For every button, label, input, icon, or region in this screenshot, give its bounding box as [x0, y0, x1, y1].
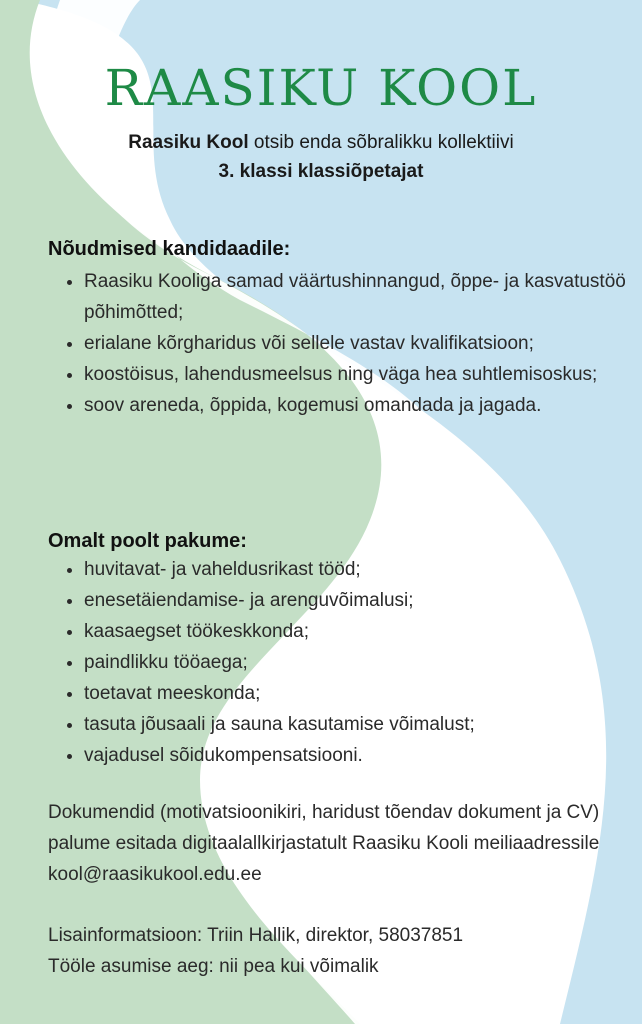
contact-info: Lisainformatsioon: Triin Hallik, direktor, 58037851: [48, 925, 464, 946]
requirements-heading: Nõudmised kandidaadile:: [48, 238, 291, 260]
list-item: • huvitavat- ja vaheldusrikast tööd;: [84, 554, 642, 585]
start-date-info: Tööle asumise aeg: nii pea kui võimalik: [48, 956, 379, 977]
subtitle-line: [0, 128, 642, 157]
position-title-text: 3. klassi klassiõpetajat: [218, 161, 424, 182]
list-item: • erialane kõrgharidus või sellele vastav kvalifikatsioon;: [84, 328, 642, 359]
offers-list: [48, 554, 642, 771]
documents-paragraph: Dokumendid (motivatsioonikiri, haridust tõendav dokument ja CV) palume esitada digitaalallkirjastatult Raasiku Kooli meiliaadressile kool@raasikukool.edu.ee: [48, 802, 600, 885]
list-item: • kaasaegset töökeskkonda;: [84, 616, 642, 647]
offers-heading: Omalt poolt pakume:: [48, 530, 247, 552]
list-item: • tasuta jõusaali ja sauna kasutamise võimalust;: [84, 709, 642, 740]
school-title: RAASIKU KOOL: [104, 59, 538, 117]
list-item: • Raasiku Kooliga samad väärtushinnangud, õppe- ja kasvatustöö põhimõtted;: [84, 266, 642, 328]
position-title: [0, 157, 642, 186]
info-block: [48, 920, 618, 982]
subtitle-school-name: Raasiku Kool: [128, 132, 249, 153]
list-item: • toetavat meeskonda;: [84, 678, 642, 709]
list-item: • koostöisus, lahendusmeelsus ning väga hea suhtlemisoskus;: [84, 359, 642, 390]
list-item: • vajadusel sõidukompensatsiooni.: [84, 740, 642, 771]
subtitle-rest: otsib enda sõbralikku kollektiivi: [248, 132, 514, 153]
requirements-list: [48, 266, 642, 421]
list-item: • soov areneda, õppida, kogemusi omandada ja jagada.: [84, 390, 642, 421]
list-item: • enesetäiendamise- ja arenguvõimalusi;: [84, 585, 642, 616]
list-item: • paindlikku tööaega;: [84, 647, 642, 678]
subtitle: [0, 128, 642, 186]
